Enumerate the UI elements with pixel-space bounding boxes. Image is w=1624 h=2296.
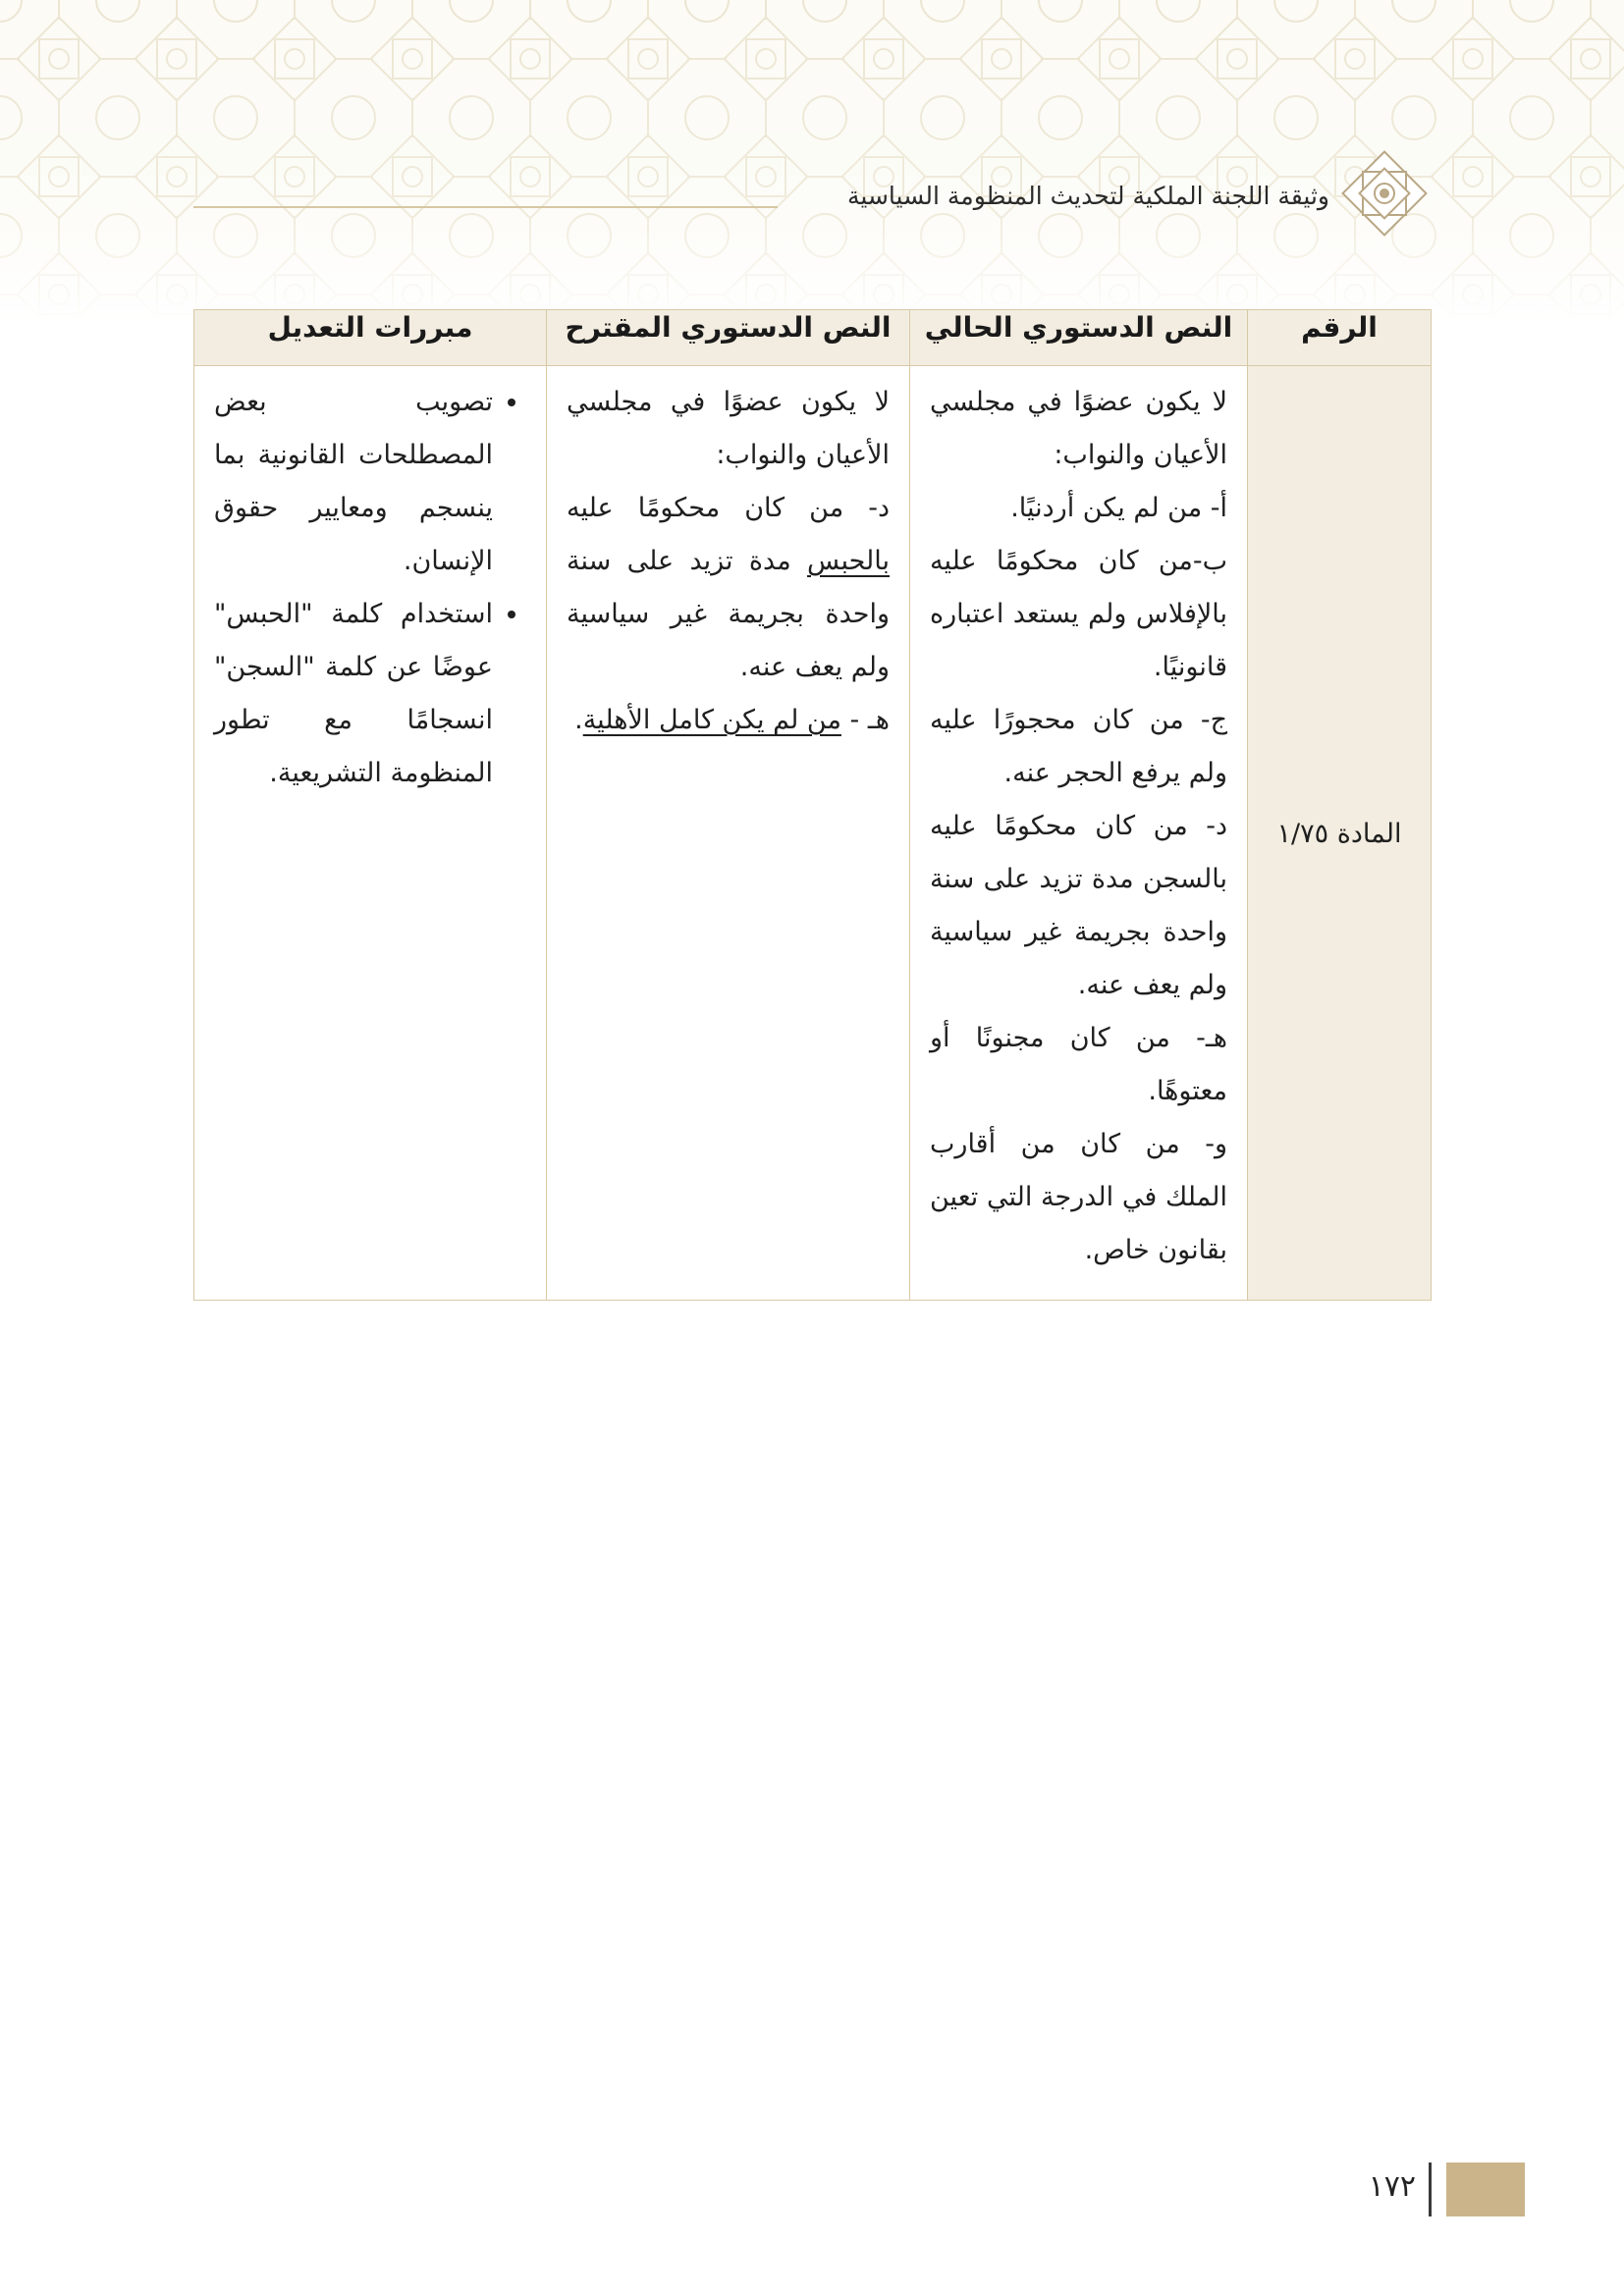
current-text-intro: لا يكون عضوًا في مجلسي الأعيان والنواب:	[930, 387, 1227, 470]
proposed-item-h-underlined: من لم يكن كامل الأهلية	[582, 705, 841, 735]
page-number: ١٧٢	[1368, 2169, 1416, 2204]
current-text-item-w: و- من كان من أقارب الملك في الدرجة التي تعين بقانون خاص.	[930, 1129, 1227, 1265]
list-item: • استخدام كلمة "الحبس" عوضًا عن كلمة "السجن" انسجامًا مع تطور المنظومة التشريعية.	[214, 588, 493, 800]
column-header-proposed-text: النص الدستوري المقترح	[547, 310, 910, 366]
amendments-table	[193, 309, 1432, 1301]
current-text-item-c: ج- من كان محجورًا عليه ولم يرفع الحجر عنه.	[930, 705, 1227, 788]
proposed-item-h-suffix: .	[574, 705, 583, 735]
column-header-number: الرقم	[1248, 310, 1432, 366]
proposed-item-d-underlined: بالحبس	[807, 546, 890, 576]
justifications-cell	[194, 366, 547, 1301]
proposed-text-cell	[547, 366, 910, 1301]
proposed-item-d-prefix: د- من كان محكومًا عليه	[567, 493, 890, 523]
table-header-row	[194, 310, 1432, 366]
current-text-item-h: هـ- من كان مجنونًا أو معتوهًا.	[930, 1023, 1227, 1106]
page-number-accent-box	[1446, 2163, 1525, 2216]
emblem-icon	[1340, 149, 1429, 238]
article-number: المادة ١/٧٥	[1248, 366, 1432, 1301]
proposed-item-d-suffix: مدة تزيد على سنة واحدة بجريمة غير سياسية ولم يعف عنه.	[567, 546, 890, 682]
current-text-item-b: ب-من كان محكومًا عليه بالإفلاس ولم يستعد اعتباره قانونيًا.	[930, 546, 1227, 682]
list-item: • تصويب بعض المصطلحات القانونية بما ينسجم ومعايير حقوق الإنسان.	[214, 376, 493, 588]
current-text-item-a: أ- من لم يكن أردنيًا.	[1010, 493, 1227, 523]
document-title: وثيقة اللجنة الملكية لتحديث المنظومة السياسية	[847, 182, 1329, 210]
page-number-divider	[1429, 2163, 1432, 2216]
header-divider	[193, 206, 778, 208]
justifications-list	[214, 376, 526, 800]
table-row	[194, 366, 1432, 1301]
proposed-text-item-d	[567, 482, 890, 694]
proposed-item-h-prefix: هـ -	[849, 705, 890, 735]
proposed-text-intro: لا يكون عضوًا في مجلسي الأعيان والنواب:	[567, 387, 890, 470]
current-text-cell	[910, 366, 1248, 1301]
column-header-justifications: مبررات التعديل	[194, 310, 547, 366]
column-header-current-text: النص الدستوري الحالي	[910, 310, 1248, 366]
proposed-text-item-h	[567, 694, 890, 747]
current-text-item-d: د- من كان محكومًا عليه بالسجن مدة تزيد على سنة واحدة بجريمة غير سياسية ولم يعف عنه.	[930, 811, 1227, 1000]
